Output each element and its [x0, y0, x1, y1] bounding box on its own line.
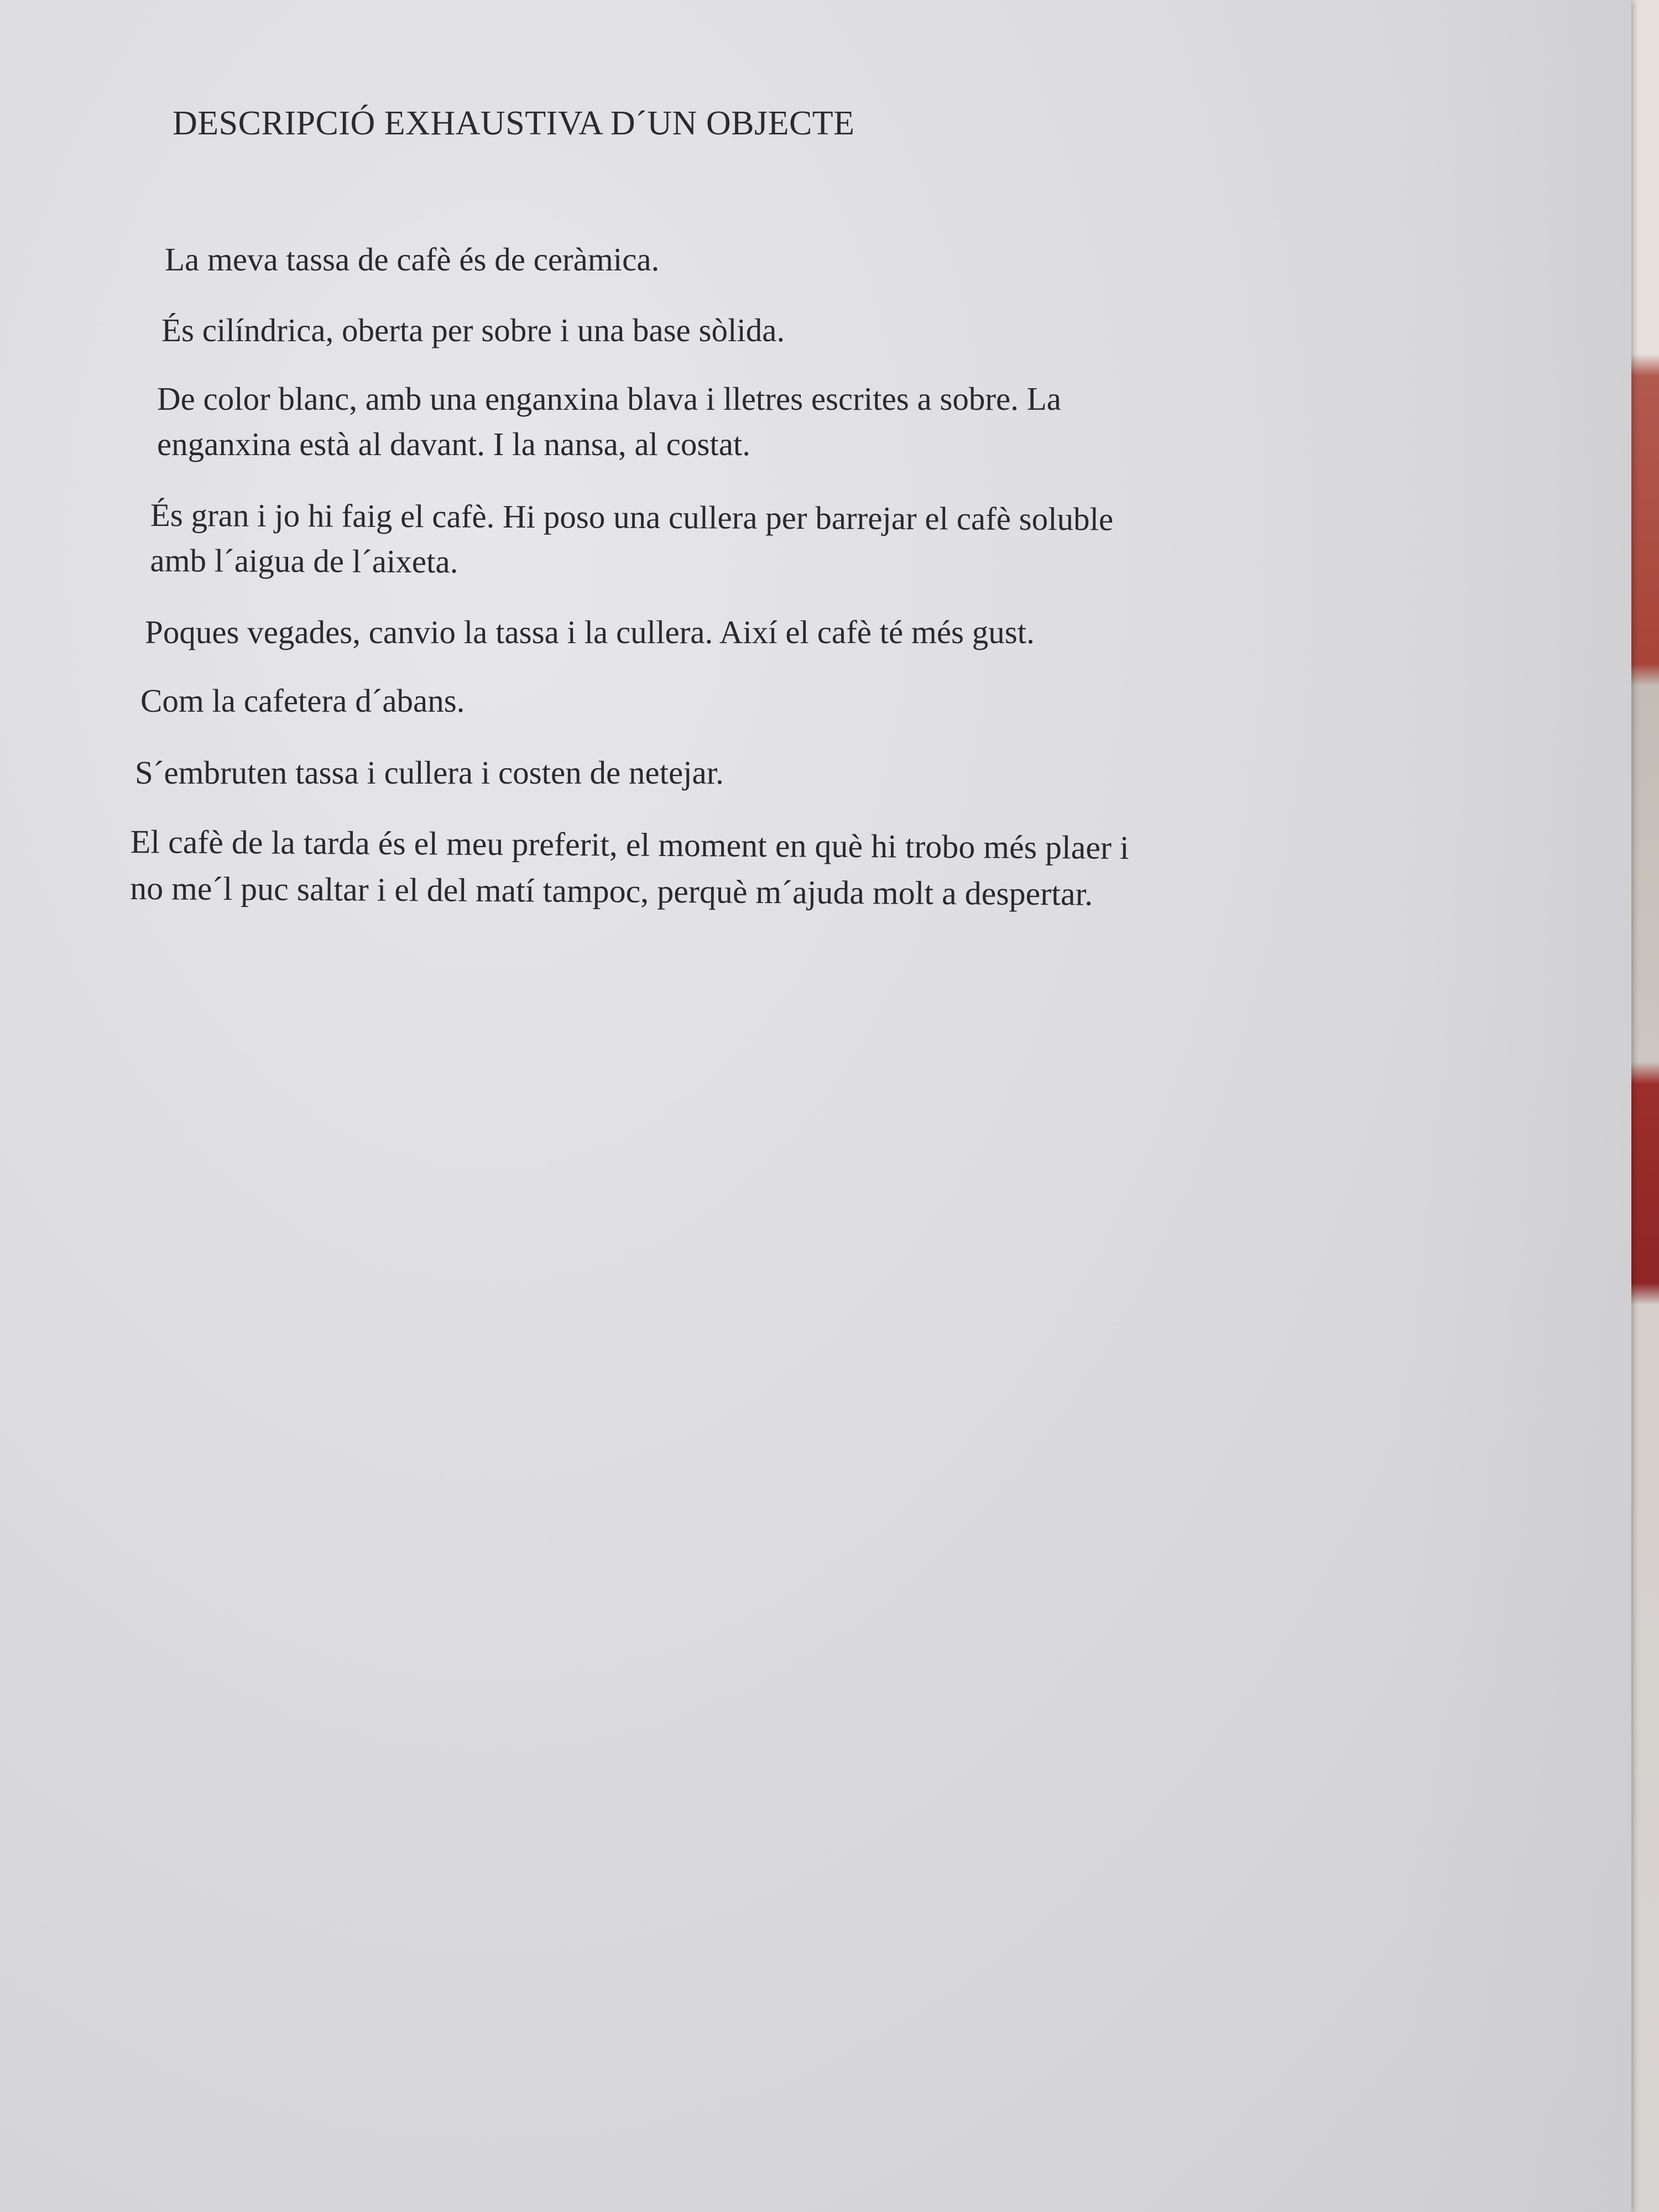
paragraph-6 [140, 678, 465, 723]
paragraph-line: La meva tassa de cafè és de ceràmica. [165, 241, 660, 278]
paragraph-5 [145, 609, 1035, 655]
paragraph-7 [135, 750, 724, 795]
paragraph-line: no me´l puc saltar i el del matí tampoc, perquè m´ajuda molt a despertar. [130, 869, 1093, 912]
paragraph-8 [130, 818, 1129, 917]
paragraph-line: És cilíndrica, oberta per sobre i una base sòlida. [161, 312, 785, 348]
paragraph-4 [150, 492, 1113, 587]
paragraph-line: És gran i jo hi faig el cafè. Hi poso una cullera per barrejar el cafè soluble [150, 496, 1114, 538]
paper-shadow [1399, 0, 1631, 2212]
document-title: DESCRIPCIÓ EXHAUSTIVA D´UN OBJECTE [173, 105, 855, 142]
paragraph-line: Poques vegades, canvio la tassa i la cullera. Així el cafè té més gust. [145, 614, 1035, 650]
paragraph-line: Com la cafetera d´abans. [140, 682, 465, 719]
paragraph-line: amb l´aigua de l´aixeta. [150, 541, 458, 580]
paragraph-line: S´embruten tassa i cullera i costen de netejar. [135, 754, 724, 791]
paragraph-1 [165, 237, 659, 282]
paragraph-line: De color blanc, amb una enganxina blava i lletres escrites a sobre. La [157, 380, 1061, 417]
paragraph-3 [157, 376, 1061, 467]
paragraph-line: enganxina està al davant. I la nansa, al costat. [157, 426, 751, 462]
paragraph-line: El cafè de la tarda és el meu preferit, el moment en què hi trobo més plaer i [130, 823, 1129, 867]
paragraph-2 [161, 307, 785, 353]
